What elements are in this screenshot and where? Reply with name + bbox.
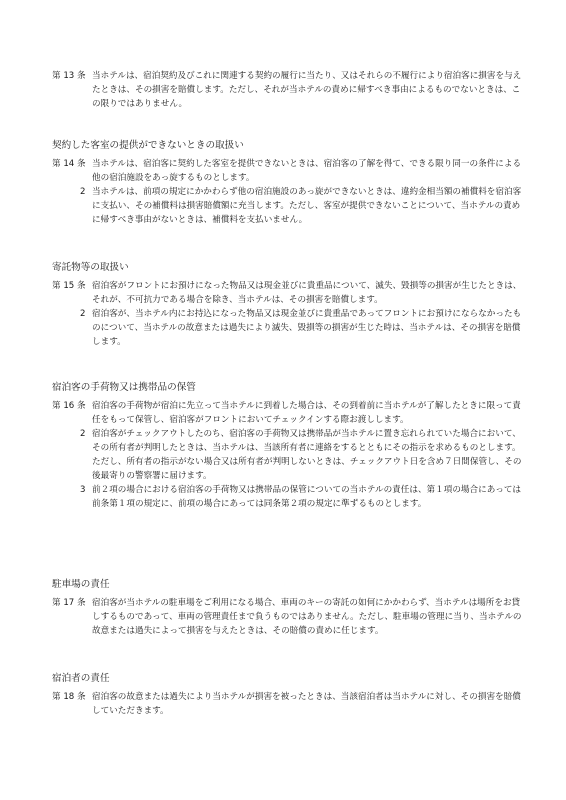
article-label: 第 15 条 [52,281,86,291]
article-13 [52,69,522,111]
article-text: 宿泊客の故意または過失により当ホテルが損害を被ったときは、当該宿泊者は当ホテルに対し、その損害を賠償していただきます。 [92,692,521,716]
article-item [52,427,522,483]
item-text: 宿泊客がチェックアウトしたのち、宿泊客の手荷物又は携帯品が当ホテルに置き忘れられていた場合において、その所有者が判明したときは、当ホテルは、当該所有者に連絡をするとともにその指示を求めるものとします。ただし、所有者の指示がない場合又は所有者が判明しないときは、チェックアウト日を含め７日間保管し、その後最寄りの警察署に届けます。 [92,429,522,481]
article-18 [52,690,522,718]
section-heading: 寄託物等の取扱い [52,262,129,273]
item-number: 2 [80,309,86,319]
article-text: 宿泊客が当ホテルの駐車場をご利用になる場合、車両のキーの寄託の如何にかかわらず、当ホテルは場所をお貸しするものであって、車両の管理責任まで負うものではありません。ただし、駐車場の管理に当り、当ホテルの故意または過失によって損害を与えたときは、その賠償の責めに任じます。 [92,598,522,636]
article-label: 第 17 条 [52,598,86,608]
article-text: 宿泊客の手荷物が宿泊に先立って当ホテルに到着した場合は、その到着前に当ホテルが了解したときに限って責任をもって保管し、宿泊客がフロントにおいてチェックインする際お渡しします。 [92,401,521,425]
article-item [52,483,522,511]
article-17 [52,596,522,638]
article-label: 第 16 条 [52,401,86,411]
article-14 [52,157,522,227]
section-heading: 宿泊者の責任 [52,673,110,684]
section-heading: 宿泊客の手荷物又は携帯品の保管 [52,382,196,393]
article-15 [52,279,522,349]
item-text: 前２項の場合における宿泊客の手荷物又は携帯品の保管についての当ホテルの責任は、第１項の場合にあっては前条第１項の規定に、前項の場合にあっては同条第２項の規定に準ずるものとします。 [92,485,522,509]
item-number: 3 [80,485,86,495]
article-label: 第 14 条 [52,159,86,169]
article-text: 当ホテルは、宿泊契約及びこれに関連する契約の履行に当たり、又はそれらの不履行により宿泊客に損害を与えたときは、その損害を賠償します。ただし、それが当ホテルの責めに帰すべき事由によるものでないときは、この限りではありません。 [92,71,522,109]
item-number: 2 [80,187,86,197]
item-text: 当ホテルは、前項の規定にかかわらず他の宿泊施設のあっ旋ができないときは、違約金相当額の補償料を宿泊客に支払い、その補償料は損害賠償額に充当します。ただし、客室が提供できないことについて、当ホテルの責めに帰すべき事由がないときは、補償料を支払いません。 [92,187,522,225]
article-16 [52,399,522,511]
article-label: 第 13 条 [52,71,86,81]
article-text: 当ホテルは、宿泊客に契約した客室を提供できないときは、宿泊客の了解を得て、できる限り同一の条件による他の宿泊施設をあっ旋するものとします。 [92,159,522,183]
section-heading: 契約した客室の提供ができないときの取扱い [52,140,244,151]
item-number: 2 [80,429,86,439]
item-text: 宿泊客が、当ホテル内にお持込になった物品又は現金並びに貴重品であってフロントにお預けにならなかったものについて、当ホテルの故意または過失により滅失、毀損等の損害が生じた時は、当ホテルは、その損害を賠償します。 [92,309,522,347]
article-label: 第 18 条 [52,692,86,702]
section-heading: 駐車場の責任 [52,579,110,590]
article-item [52,307,522,349]
article-text: 宿泊客がフロントにお預けになった物品又は現金並びに貴重品について、滅失、毀損等の損害が生じたときは、それが、不可抗力である場合を除き、当ホテルは、その損害を賠償します。 [92,281,522,305]
article-item [52,185,522,227]
